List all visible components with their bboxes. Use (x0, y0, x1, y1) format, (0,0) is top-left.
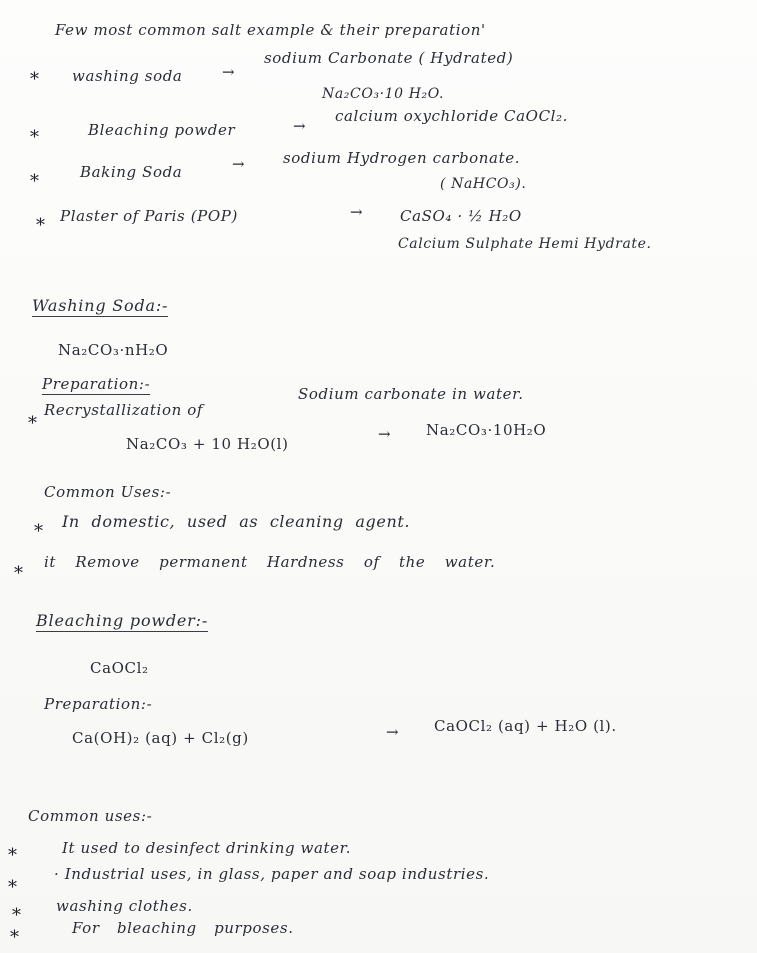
bullet-star: * (30, 69, 39, 90)
intro-title: Few most common salt example & their preparation' (55, 21, 486, 39)
arrow-icon: → (232, 155, 246, 173)
bullet-star: * (14, 563, 23, 584)
arrow-icon: → (386, 723, 400, 741)
bullet-star: * (30, 171, 39, 192)
intro-item4-desc: Calcium Sulphate Hemi Hydrate. (398, 236, 652, 252)
bleaching-heading: Bleaching powder:- (36, 611, 209, 630)
washing-prep-text2: Sodium carbonate in water. (298, 385, 524, 403)
intro-item1-formula: Na₂CO₃·10 H₂O. (322, 86, 445, 102)
bleaching-use4: For bleaching purposes. (72, 919, 294, 937)
intro-item2-desc: calcium oxychloride CaOCl₂. (335, 107, 569, 125)
bullet-star: * (28, 413, 37, 434)
intro-item1-name: washing soda (72, 67, 183, 85)
intro-item4-name: Plaster of Paris (POP) (60, 207, 238, 225)
washing-reaction-right: Na₂CO₃·10H₂O (426, 421, 547, 439)
washing-formula: Na₂CO₃·nH₂O (58, 341, 169, 359)
intro-item3-name: Baking Soda (80, 163, 183, 181)
bullet-star: * (34, 521, 43, 542)
bleaching-use2: · Industrial uses, in glass, paper and soap industries. (54, 865, 490, 883)
washing-use2: it Remove permanent Hardness of the water. (44, 553, 496, 571)
intro-item3-desc: sodium Hydrogen carbonate. (283, 149, 521, 167)
bullet-star: * (10, 927, 19, 948)
intro-item2-name: Bleaching powder (88, 121, 236, 139)
bullet-star: * (8, 845, 17, 866)
bleaching-prep-heading: Preparation:- (44, 695, 153, 713)
intro-item4-formula: CaSO₄ · ½ H₂O (400, 207, 522, 225)
washing-heading: Washing Soda:- (32, 296, 169, 315)
washing-reaction-left: Na₂CO₃ + 10 H₂O(l) (126, 435, 289, 453)
arrow-icon: → (222, 63, 236, 81)
bleaching-reaction-right: CaOCl₂ (aq) + H₂O (l). (434, 717, 617, 735)
bleaching-use3: washing clothes. (56, 897, 193, 915)
bleaching-use1: It used to desinfect drinking water. (62, 839, 352, 857)
intro-item3-formula: ( NaHCO₃). (440, 176, 527, 192)
washing-uses-heading: Common Uses:- (44, 483, 172, 501)
bullet-star: * (36, 215, 45, 236)
bullet-star: * (12, 905, 21, 926)
bleaching-reaction-left: Ca(OH)₂ (aq) + Cl₂(g) (72, 729, 249, 747)
arrow-icon: → (378, 425, 392, 443)
bullet-star: * (8, 877, 17, 898)
intro-item1-desc: sodium Carbonate ( Hydrated) (264, 49, 514, 67)
washing-use1: In domestic, used as cleaning agent. (62, 512, 411, 531)
washing-prep-text: Recrystallization of (44, 401, 203, 419)
washing-prep-heading: Preparation:- (42, 375, 151, 393)
bullet-star: * (30, 127, 39, 148)
arrow-icon: → (293, 117, 307, 135)
bleaching-uses-heading: Common uses:- (28, 807, 153, 825)
arrow-icon: → (350, 203, 364, 221)
bleaching-formula: CaOCl₂ (90, 659, 149, 677)
